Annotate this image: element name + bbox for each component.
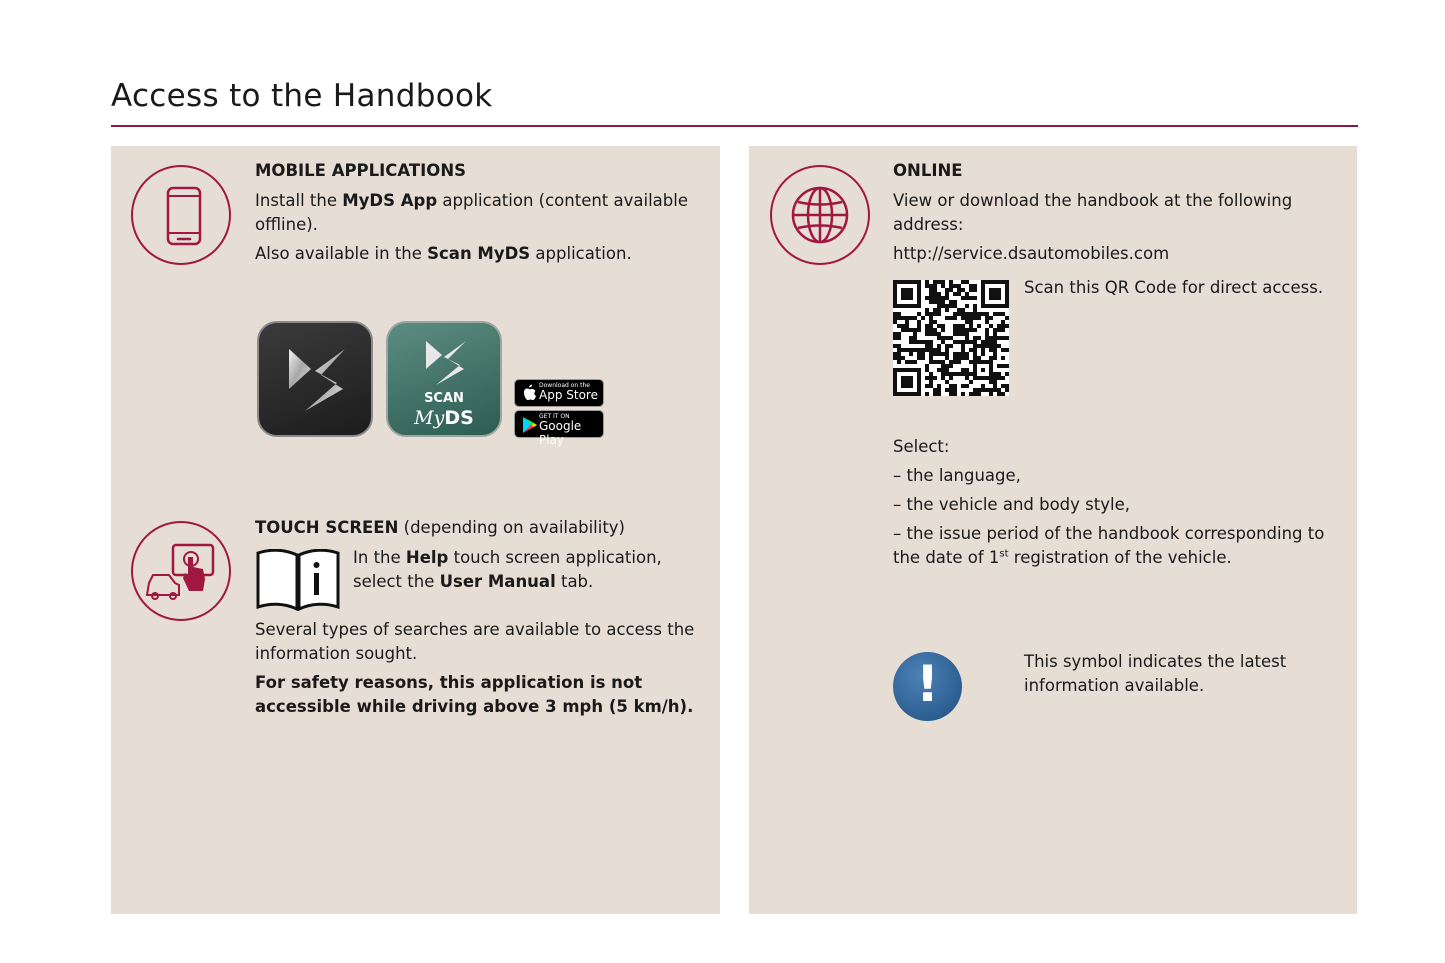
scan-myds-app-icon[interactable] — [386, 321, 502, 437]
install-text: Install the MyDS App application (content available offline). — [255, 191, 688, 234]
myds-label: MyDS — [414, 407, 474, 429]
also-available-text: Also available in the Scan MyDS application. — [255, 244, 632, 263]
google-play-small: GET IT ON — [539, 413, 570, 420]
apple-icon — [519, 381, 539, 407]
online-heading: ONLINE — [893, 161, 963, 180]
title-underline — [111, 125, 1358, 127]
mobile-heading: MOBILE APPLICATIONS — [255, 161, 467, 180]
ds-logo-icon — [259, 323, 371, 435]
myds-app-icon[interactable] — [257, 321, 373, 437]
globe-icon — [770, 165, 870, 265]
page-title: Access to the Handbook — [111, 78, 493, 114]
qr-text: Scan this QR Code for direct access. — [1024, 278, 1324, 297]
smartphone-icon — [131, 165, 231, 265]
view-text: View or download the handbook at the following address: — [893, 191, 1293, 234]
select-item-vehicle: – the vehicle and body style, — [893, 495, 1130, 514]
google-play-icon — [519, 412, 539, 438]
app-store-small: Download on the — [539, 382, 590, 389]
select-item-issue: – the issue period of the handbook corresponding to the date of 1st registration of the vehicle. — [893, 524, 1325, 567]
handbook-info-icon — [256, 549, 340, 611]
handbook-url[interactable]: http://service.dsautomobiles.com — [893, 244, 1170, 263]
app-store-badge[interactable] — [514, 379, 604, 407]
touchscreen-car-icon — [131, 521, 231, 621]
google-play-big: Google Play — [539, 419, 582, 447]
google-play-badge[interactable] — [514, 410, 604, 447]
exclamation-icon: ! — [893, 652, 962, 721]
scan-label: SCAN — [424, 391, 464, 406]
info-text: This symbol indicates the latest information available. — [1024, 652, 1287, 695]
help-text: In the Help touch screen application, select the User Manual tab. — [353, 548, 662, 591]
searches-text: Several types of searches are available to access the information sought. — [255, 620, 695, 663]
safety-warning: For safety reasons, this application is not accessible while driving above 3 mph (5 km/h). — [255, 673, 694, 716]
select-item-language: – the language, — [893, 466, 1021, 485]
qr-code-icon[interactable] — [893, 280, 1009, 396]
select-label: Select: — [893, 437, 950, 456]
touch-heading: TOUCH SCREEN (depending on availability) — [255, 518, 625, 537]
app-store-big: App Store — [539, 388, 598, 402]
